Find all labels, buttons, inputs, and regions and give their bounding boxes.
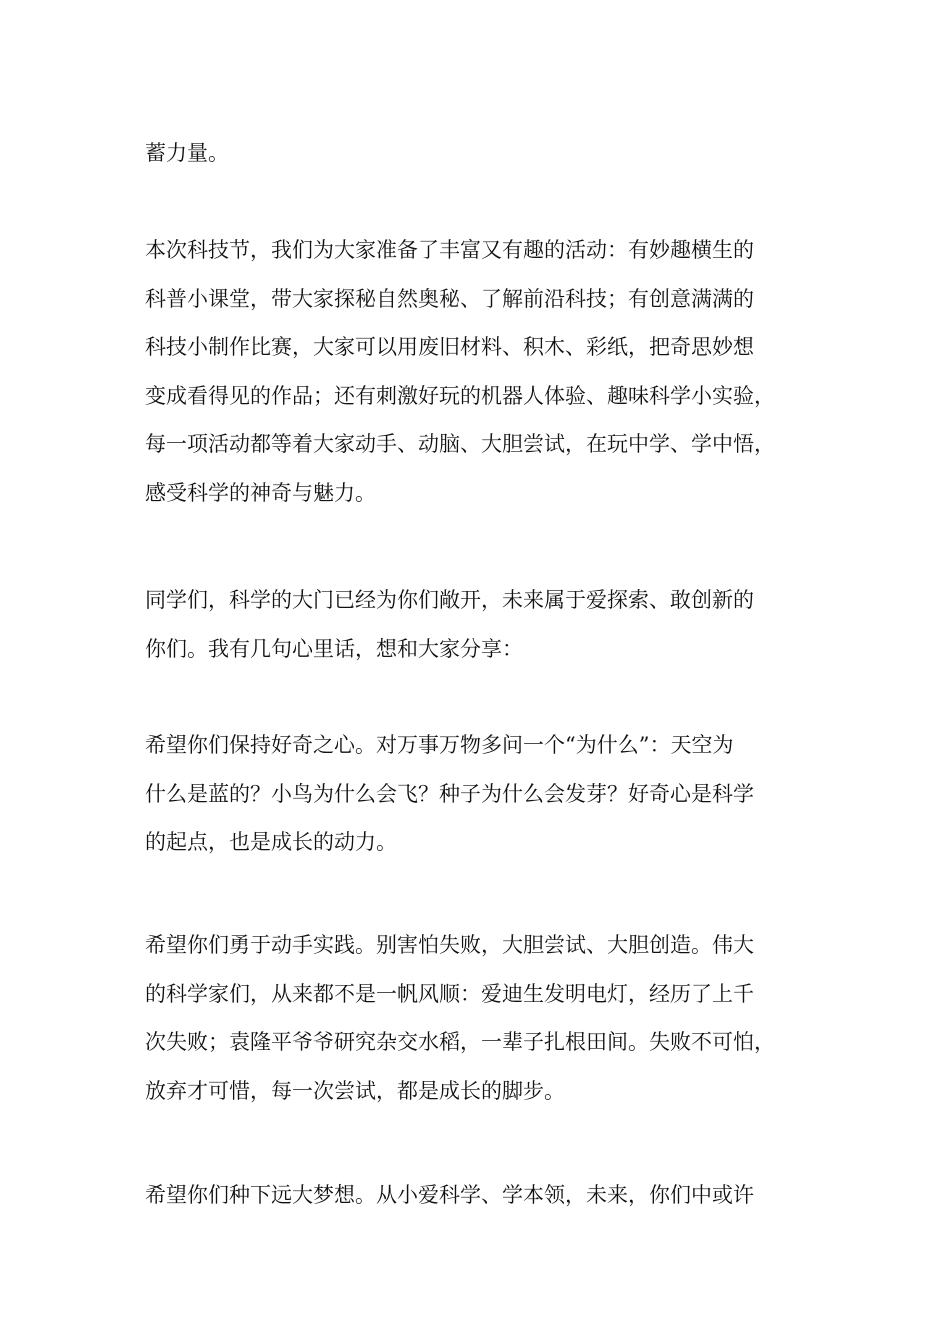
text-line: 同学们，科学的大门已经为你们敞开，未来属于爱探索、敢创新的 (145, 588, 754, 612)
text-line: 你们。我有几句心里话，想和大家分享： (145, 636, 523, 661)
text-line: 科普小课堂，带大家探秘自然奥秘、了解前沿科技；有创意满满的 (145, 286, 754, 311)
text-line: 什么是蓝的？小鸟为什么会飞？种子为什么会发芽？好奇心是科学 (145, 781, 754, 806)
text-line: 放弃才可惜，每一次尝试，都是成长的脚步。 (145, 1078, 565, 1103)
text-line: 希望你们勇于动手实践。别害怕失败，大胆尝试、大胆创造。伟大 (145, 933, 754, 957)
text-line: 蓄力量。 (145, 141, 229, 165)
paragraph-3 (145, 583, 825, 680)
text-line: 每一项活动都等着大家动手、动脑、大胆尝试，在玩中学、学中悟， (145, 432, 775, 456)
text-line: 本次科技节，我们为大家准备了丰富又有趣的活动：有妙趣横生的 (145, 238, 754, 262)
text-line: 希望你们保持好奇之心。对万事万物多问一个“为什么”：天空为 (145, 733, 734, 757)
text-line: 希望你们种下远大梦想。从小爱科学、学本领，未来，你们中或许 (145, 1183, 754, 1207)
text-line: 感受科学的神奇与魅力。 (145, 480, 376, 505)
paragraph-6 (145, 1178, 825, 1227)
text-line: 变成看得见的作品；还有刺激好玩的机器人体验、趣味科学小实验， (145, 383, 775, 408)
text-line: 科技小制作比赛，大家可以用废旧材料、积木、彩纸，把奇思妙想 (145, 335, 754, 359)
text-line: 的科学家们，从来都不是一帆风顺：爱迪生发明电灯，经历了上千 (145, 981, 754, 1006)
text-line: 次失败；袁隆平爷爷研究杂交水稻，一辈子扎根田间。失败不可怕， (145, 1030, 775, 1054)
paragraph-4 (145, 728, 825, 874)
paragraph-1 (145, 136, 825, 185)
paragraph-5 (145, 928, 825, 1122)
paragraph-2 (145, 233, 825, 524)
text-line: 的起点，也是成长的动力。 (145, 830, 397, 854)
